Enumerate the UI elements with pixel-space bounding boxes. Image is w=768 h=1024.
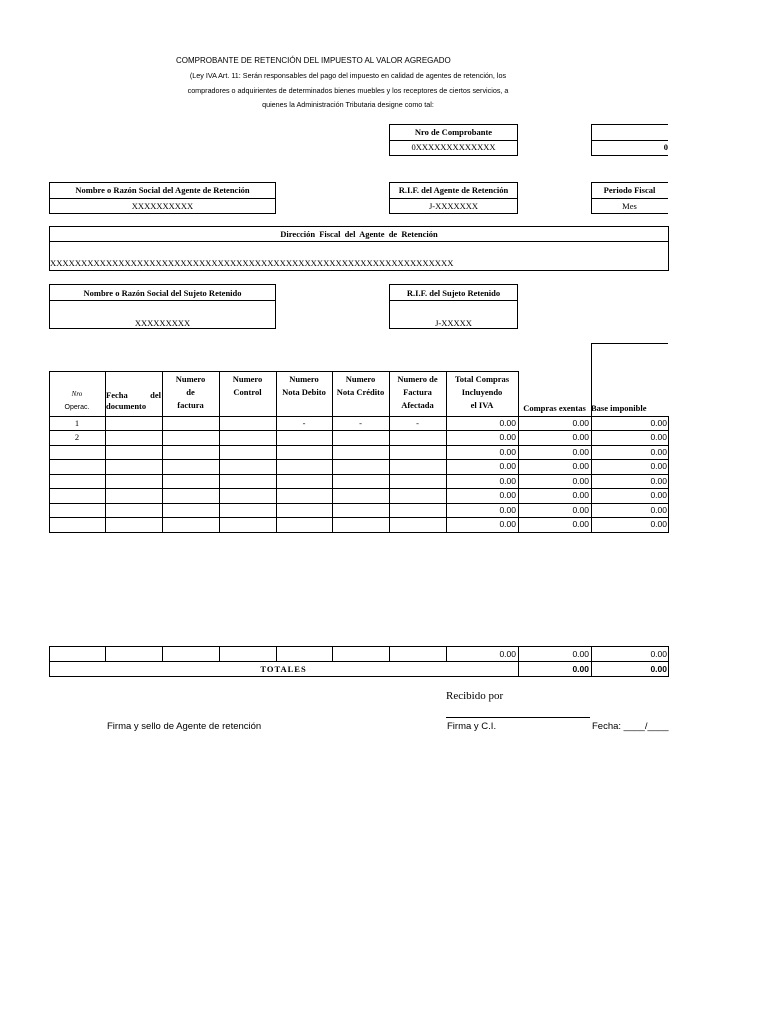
agente-name-value: XXXXXXXXXX [131,201,194,211]
periodo-value: Mes [622,201,637,211]
legal-text-line-2: compradores o adquirientes de determinados bienes muebles y los receptores de ciertos servicios, a [187,86,509,95]
signature-line [446,717,590,718]
col-header-nro: Nro Operac. [64,390,90,411]
col-header-factura: Numero de factura [175,374,206,410]
sujeto-rif-value: J-XXXXX [435,318,472,328]
col-header-exentas: Compras exentas [523,403,586,413]
comprobante-value: 0XXXXXXXXXXXXX [411,142,496,152]
firma-ci-label: Firma y C.I. [447,721,497,732]
col-header-control: Numero Control [232,374,263,397]
legal-text-line-3: quienes la Administración Tributaria designe como tal: [262,100,434,109]
totales-label: TOTALES [260,664,307,674]
agente-rif-value: J-XXXXXXX [428,201,479,211]
periodo-label: Periodo Fiscal [603,185,656,195]
document-title: COMPROBANTE DE RETENCIÓN DEL IMPUESTO AL VALOR AGREGADO [176,56,451,65]
firma-agente-label: Firma y sello de Agente de retención [107,721,262,732]
col-header-base: Base imponible [591,403,647,413]
agente-name-label: Nombre o Razón Social del Agente de Retención [75,185,250,195]
sujeto-name-value: XXXXXXXXX [134,318,191,328]
col-header-debito: Numero Nota Debito [282,374,326,397]
direccion-value: XXXXXXXXXXXXXXXXXXXXXXXXXXXXXXXXXXXXXXXXXXXXXXXXXXXXXXXXXXXXXXXXX [50,258,454,268]
totales-exentas: 0.00 [572,664,589,674]
sujeto-rif-label: R.I.F. del Sujeto Retenido [406,288,501,298]
col-header-fecha: Fecha del documento [106,390,161,411]
col-header-total: Total Compras Incluyendo el IVA [454,374,510,410]
sujeto-name-label: Nombre o Razón Social del Sujeto Retenido [83,288,242,298]
comprobante-label: Nro de Comprobante [414,127,493,137]
comprobante-right-value: 0 [663,142,668,152]
recibido-por-label: Recibido por [446,690,504,702]
totales-base: 0.00 [650,664,667,674]
direccion-label: Dirección Fiscal del Agente de Retención [280,229,438,239]
fecha-label: Fecha: ____/____ [592,721,669,732]
agente-rif-label: R.I.F. del Agente de Retención [398,185,509,195]
legal-text-line-1: (Ley IVA Art. 11: Serán responsables del pago del impuesto en calidad de agentes de retención, los [189,71,507,80]
col-header-afectada: Numero de Factura Afectada [397,374,438,410]
col-header-credito: Numero Nota Crédito [336,374,385,397]
